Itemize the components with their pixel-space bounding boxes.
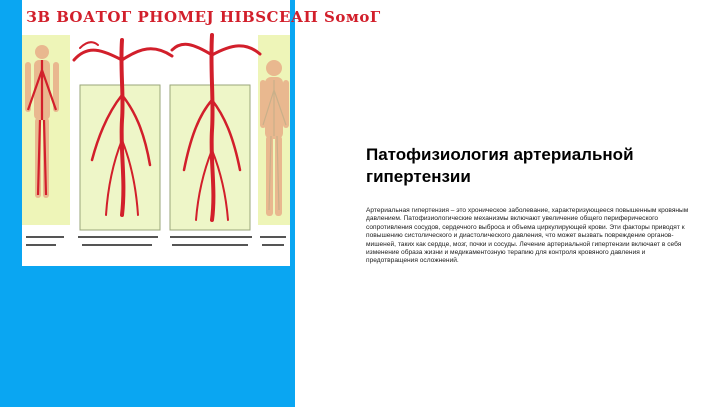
- vascular-illustration: [22, 0, 381, 266]
- slide-title: Патофизиология артериальной гипертензии: [366, 145, 634, 186]
- slide-body-text: Артериальная гипертензия – это хроническое заболевание, характеризующееся повышенным кровяным давлением. Патофизиологические механизмы включают увеличение общего периферического сопротивления сосудов, сердечного выброса и объема циркулирующей крови. Эти факторы приводят к повышению систолического и диастолического давления, что может вызвать повреждение органов-мишеней, таких как сердце, мозг, почки и сосуды. Лечение артериальной гипертензии включает в себя изменение образа жизни и медикаментозную терапию для контроля кровяного давления и предотвращения осложнений.: [366, 207, 689, 265]
- content-block: [366, 144, 696, 266]
- illustration-heading: ЗВ ВОАТОГ РНОМЕЈ НІВЅСЕАП ЅомоГ: [26, 8, 381, 26]
